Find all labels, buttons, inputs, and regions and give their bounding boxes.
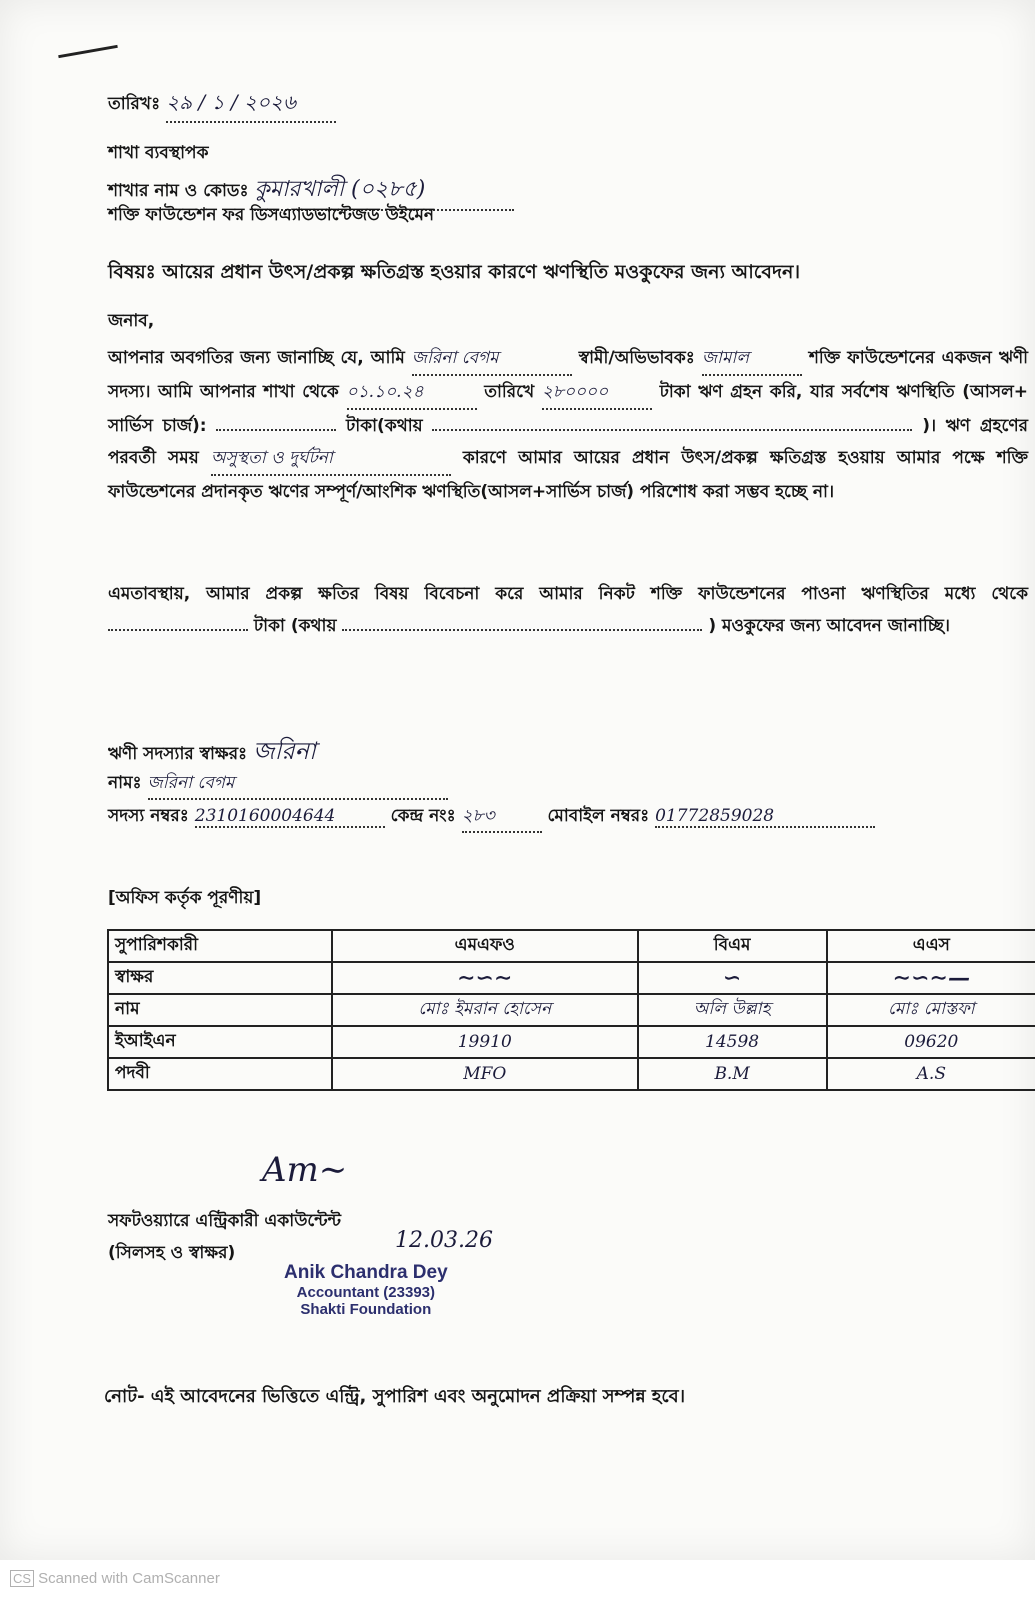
scanner-watermark [10, 1570, 220, 1587]
table-header-cell: এএস [827, 930, 1035, 962]
applicant-member-line [108, 803, 875, 833]
branch-value: কুমারখালী (০২৮৫) [254, 172, 514, 211]
para1-text-5: টাকা ঋণ গ্রহন করি, যার সর্বশেষ ঋণস্থিতি (আসল+ সার্ভিস চার্জ): [108, 382, 1029, 436]
table-row [108, 1026, 1035, 1058]
accountant-signature-mark: Am∼ [262, 1150, 348, 1190]
para1-text-7: )। ঋণ গ্রহণের পরবর্তী সময় [108, 416, 1028, 468]
mobile-value: 01772859028 [655, 806, 875, 828]
date-value: ২৯ / ১ / ২০২৬ [166, 88, 336, 123]
stamp-title: Accountant (23393) [296, 1284, 436, 1301]
reason-field: অসুস্থতা ও দুর্ঘটনা [211, 442, 451, 476]
signature-cell [827, 962, 1035, 994]
table-row [108, 994, 1035, 1026]
para2-text-1: এমতাবস্থায়, আমার প্রকল্প ক্ষতির বিষয় বিবেচনা করে আমার নিকট শক্তি ফাউন্ডেশনের পাওনা ঋণস্থিতির মধ্যে থেকে [108, 584, 1028, 604]
date-line [108, 88, 336, 123]
row-label: পদবী [108, 1058, 332, 1090]
office-section-title: [অফিস কর্তৃক পূরণীয়] [108, 888, 262, 908]
applicant-name-value: জরিনা বেগম [148, 770, 448, 800]
table-cell: অলি উল্লাহ [638, 994, 827, 1026]
table-cell: MFO [332, 1058, 638, 1090]
addressee-line1: শাখা ব্যবস্থাপক [108, 143, 209, 163]
loan-amount-field: ২৮০০০০ [542, 376, 652, 410]
para1-text-4: তারিখে [484, 382, 535, 402]
waiver-words-field [342, 629, 702, 631]
applicant-signature-label: ঋণী সদস্যার স্বাক্ষরঃ [108, 744, 248, 764]
para1-text-6: টাকা(কথায় [346, 416, 423, 436]
para1-text-1: আপনার অবগতির জন্য জানাচ্ছি যে, আমি [108, 348, 405, 368]
table-cell: মোঃ মোস্তফা [827, 994, 1035, 1026]
bm-signature-mark: ∽ [722, 965, 742, 991]
applicant-name-field: জরিনা বেগম [412, 342, 572, 376]
row-label: স্বাক্ষর [108, 962, 332, 994]
table-cell: 09620 [827, 1026, 1035, 1058]
table-header-row [108, 930, 1035, 962]
table-header-cell: বিএম [638, 930, 827, 962]
para2-text-2: টাকা (কথায় [253, 616, 337, 636]
table-row [108, 962, 1035, 994]
body-paragraph-2 [108, 578, 1028, 642]
accountant-line2: (সিলসহ ও স্বাক্ষর) [108, 1243, 236, 1263]
note-line: নোট- এই আবেদনের ভিত্তিতে এন্ট্রি, সুপারিশ এবং অনুমোদন প্রক্রিয়া সম্পন্ন হবে। [104, 1386, 686, 1407]
para2-text-3: ) মওকুফের জন্য আবেদন জানাচ্ছি। [708, 616, 950, 636]
accountant-line1: সফটওয়্যারে এন্ট্রিকারী একাউন্টেন্ট [108, 1211, 342, 1231]
balance-words-field [432, 429, 912, 431]
scan-edge-mark [58, 45, 118, 58]
mobile-label: মোবাইল নম্বরঃ [547, 806, 650, 826]
accountant-handwritten-date: 12.03.26 [395, 1228, 493, 1253]
applicant-name-label: নামঃ [108, 773, 142, 793]
table-cell: 14598 [638, 1026, 827, 1058]
table-cell: মোঃ ইমরান হোসেন [332, 994, 638, 1026]
table-header-cell: সুপারিশকারী [108, 930, 332, 962]
camscanner-logo: CS [10, 1570, 34, 1587]
stamp-name: Anik Chandra Dey [284, 1262, 448, 1283]
applicant-name-line [108, 770, 448, 800]
table-header-cell: এমএফও [332, 930, 638, 962]
as-signature-mark: ∼∽∼— [892, 965, 970, 991]
row-label: ইআইএন [108, 1026, 332, 1058]
scanner-footer [0, 1560, 1035, 1600]
para1-text-3: শক্তি ফাউন্ডেশনের একজন ঋণী সদস্য। আমি আপনার শাখা থেকে [108, 348, 1029, 402]
member-no-label: সদস্য নম্বরঃ [108, 806, 189, 826]
table-row [108, 1058, 1035, 1090]
branch-label: শাখার নাম ও কোডঃ [108, 181, 249, 201]
body-paragraph-1 [108, 342, 1028, 508]
office-table [107, 929, 1035, 1091]
subject-line: বিষয়ঃ আয়ের প্রধান উৎস/প্রকল্প ক্ষতিগ্রস্ত হওয়ার কারণে ঋণস্থিতি মওকুফের জন্য আবেদন। [108, 261, 801, 283]
table-cell: B.M [638, 1058, 827, 1090]
guardian-field: জামাল [702, 342, 802, 376]
applicant-signature: জরিনা [253, 737, 316, 765]
signature-cell [332, 962, 638, 994]
camscanner-text: Scanned with CamScanner [38, 1570, 220, 1587]
center-no-value: ২৮৩ [462, 803, 542, 833]
balance-field [216, 429, 336, 431]
para1-text-2: স্বামী/অভিভাবকঃ [578, 348, 695, 368]
stamp-org: Shakti Foundation [300, 1301, 432, 1318]
signature-cell [638, 962, 827, 994]
date-label: তারিখঃ [108, 94, 161, 114]
member-no-value: 2310160004644 [195, 806, 385, 828]
applicant-signature-line [108, 733, 316, 773]
addressee-line3: শক্তি ফাউন্ডেশন ফর ডিসএ্যাডভান্টেজড উইমেন [108, 205, 435, 225]
salutation: জনাব, [108, 311, 155, 331]
table-cell: 19910 [332, 1026, 638, 1058]
center-no-label: কেন্দ্র নংঃ [390, 806, 456, 826]
accountant-stamp [284, 1262, 448, 1318]
para1-text-8: কারণে আমার আয়ের প্রধান উৎস/প্রকল্প ক্ষতিগ্রস্ত হওয়ায় আমার পক্ষে শক্তি ফাউন্ডেশনের প্রদানকৃত ঋণের সম্পূর্ণ/আংশিক ঋণস্থিতি(আসল+সার্ভিস চার্জ) পরিশোধ করা সম্ভব হচ্ছে না। [108, 448, 1029, 502]
waiver-amount-field [108, 629, 248, 631]
table-cell: A.S [827, 1058, 1035, 1090]
mfo-signature-mark: ∼∽∼ [457, 965, 513, 991]
row-label: নাম [108, 994, 332, 1026]
loan-date-field: ০১.১০.২৪ [347, 376, 477, 410]
